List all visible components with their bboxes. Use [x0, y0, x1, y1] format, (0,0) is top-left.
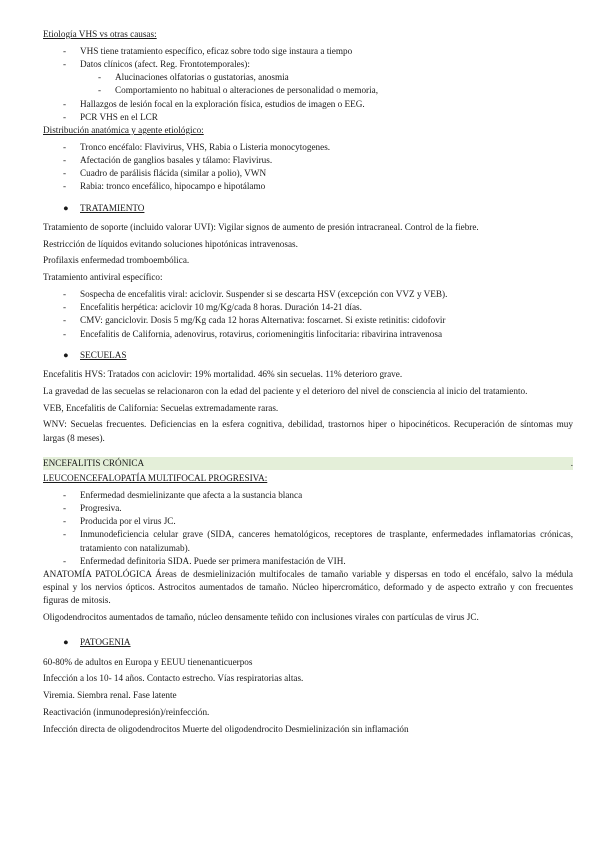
list-item: - VHS tiene tratamiento específico, eficaz sobre todo sige instaura a tiempo	[43, 45, 573, 58]
document-content	[43, 28, 573, 740]
secuelas-section-heading	[43, 349, 573, 362]
cronica-title: ENCEFALITIS CRÓNICA	[43, 457, 145, 468]
bullet-icon: ●	[63, 349, 69, 360]
cronica-list	[43, 489, 573, 568]
list-item: - PCR VHS en el LCR	[43, 111, 573, 124]
patogenia-heading: PATOGENIA	[80, 637, 131, 648]
cronica-subtitle: LEUCOENCEFALOPATÍA MULTIFOCAL PROGRESIVA:	[43, 473, 268, 484]
paragraph: Infección directa de oligodendrocitos Muerte del oligodendrocito Desmielinización sin inflamación	[43, 723, 409, 734]
paragraph: Tratamiento antiviral específico:	[43, 272, 163, 283]
list-item: - Cuadro de parálisis flácida (similar a polio), VWN	[43, 167, 573, 180]
list-item: - Sospecha de encefalitis viral: aciclovir. Suspender si se descarta HSV (excepción con VVZ y VEB).	[43, 288, 573, 301]
patogenia-section-heading	[43, 636, 573, 649]
distribucion-list	[43, 141, 573, 194]
cronica-title-end: .	[570, 457, 573, 468]
bullet-icon: ●	[63, 202, 69, 213]
list-item: - Rabia: tronco encefálico, hipocampo e hipotálamo	[43, 180, 573, 193]
paragraph: WNV: Secuelas frecuentes. Deficiencias en la esfera cognitiva, debilidad, trastornos hiper o hipocinéticos. Recuperación de síntomas muy largas (8 meses).	[43, 419, 573, 443]
paragraph: Reactivación (inmunodepresión)/reinfección.	[43, 707, 210, 718]
tratamiento-list	[43, 288, 573, 341]
tratamiento-heading: TRATAMIENTO	[80, 202, 145, 213]
list-item: - Inmunodeficiencia celular grave (SIDA, canceres hematológicos, receptores de trasplante, enfermedades inflamatorias crónicas, tratamiento con natalizumab).	[43, 528, 573, 554]
secuelas-heading: SECUELAS	[80, 349, 127, 360]
bullet-icon: ●	[63, 637, 69, 648]
list-item: - Enfermedad desmielinizante que afecta a la sustancia blanca	[43, 489, 573, 502]
list-item: - Afectación de ganglios basales y tálamo: Flavivirus.	[43, 154, 573, 167]
paragraph: VEB, Encefalitis de California: Secuelas extremadamente raras.	[43, 402, 279, 413]
paragraph: Infección a los 10- 14 años. Contacto estrecho. Vías respiratorias altas.	[43, 673, 304, 684]
list-item: - Enfermedad definitoria SIDA. Puede ser primera manifestación de VIH.	[43, 555, 573, 568]
paragraph: La gravedad de las secuelas se relacionaron con la edad del paciente y el deterioro del nivel de consciencia al inicio del tratamiento.	[43, 385, 528, 396]
cronica-title-band	[43, 457, 573, 470]
list-item: - Encefalitis de California, adenovirus, rotavirus, coriomeningitis linfocitaria: ribavirina intravenosa	[43, 328, 573, 341]
paragraph: 60-80% de adultos en Europa y EEUU tienenanticuerpos	[43, 656, 253, 667]
paragraph: Profilaxis enfermedad tromboembólica.	[43, 255, 190, 266]
sub-list-item: - Comportamiento no habitual o alteraciones de personalidad o memoria,	[43, 84, 573, 97]
paragraph: Viremia. Siembra renal. Fase latente	[43, 690, 177, 701]
sub-list-item: - Alucinaciones olfatorias o gustatorias, anosmia	[43, 71, 573, 84]
list-item: - Producida por el virus JC.	[43, 515, 573, 528]
tratamiento-section-heading	[43, 202, 573, 215]
distribucion-heading: Distribución anatómica y agente etiológico:	[43, 125, 204, 136]
list-item: - Tronco encéfalo: Flavivirus, VHS, Rabia o Listeria monocytogenes.	[43, 141, 573, 154]
paragraph: Tratamiento de soporte (incluido valorar UVI): Vigilar signos de aumento de presión intracraneal. Control de la fiebre.	[43, 221, 479, 232]
list-item: - Progresiva.	[43, 502, 573, 515]
paragraph: ANATOMÍA PATOLÓGICA Áreas de desmielinización multifocales de tamaño variable y dispersas en todo el encéfalo, salvo la médula espinal y los nervios ópticos. Astrocitos aumentados de tamaño. Núcleo hipercromático, deformado y de aspecto extraño y con frecuentes figuras de mitosis.	[43, 569, 573, 606]
etiologia-heading: Etiología VHS vs otras causas:	[43, 29, 157, 39]
list-item: - Hallazgos de lesión focal en la exploración física, estudios de imagen o EEG.	[43, 98, 573, 111]
etiologia-sublist	[43, 71, 573, 97]
paragraph: Encefalitis HVS: Tratados con aciclovir: 19% mortalidad. 46% sin secuelas. 11% deterioro grave.	[43, 369, 403, 380]
list-item-text: Datos clínicos (afect. Reg. Frontotemporales):	[80, 59, 250, 69]
paragraph: Oligodendrocitos aumentados de tamaño, núcleo densamente teñido con inclusiones virales con partículas de virus JC.	[43, 612, 479, 623]
list-item	[43, 58, 573, 98]
list-item: - Encefalitis herpética: aciclovir 10 mg/Kg/cada 8 horas. Duración 14-21 días.	[43, 301, 573, 314]
etiologia-list	[43, 45, 573, 124]
paragraph: Restricción de líquidos evitando soluciones hipotónicas intravenosas.	[43, 238, 298, 249]
list-item: - CMV: ganciclovir. Dosis 5 mg/Kg cada 12 horas Alternativa: foscarnet. Si existe retinitis: cidofovir	[43, 314, 573, 327]
